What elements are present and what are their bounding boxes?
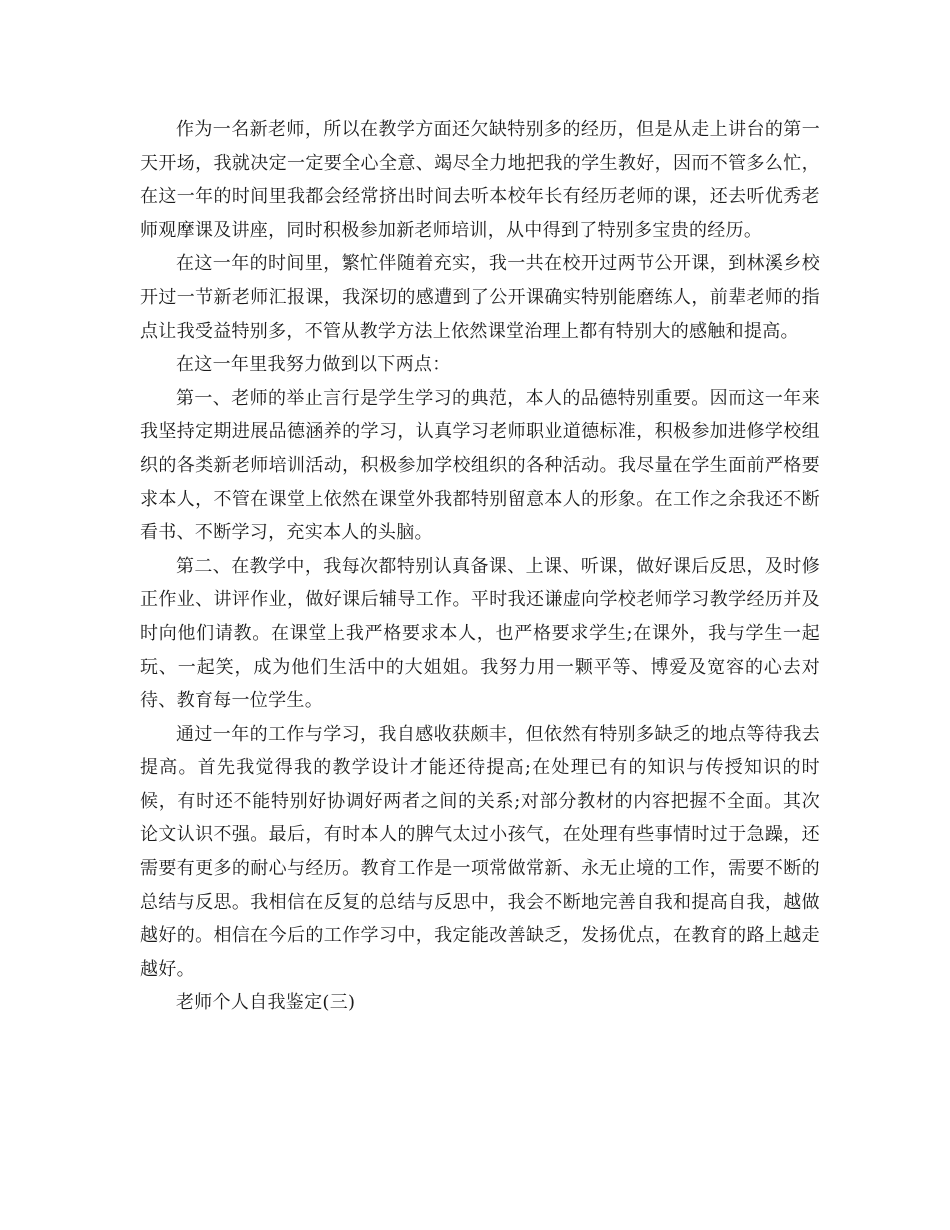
paragraph-point-one: 第一、老师的举止言行是学生学习的典范，本人的品德特别重要。因而这一年来我坚持定期进展品德涵养的学习，认真学习老师职业道德标准，积极参加进修学校组织的各类新老师培训活动，积极参加学校组织的各种活动。我尽量在学生面前严格要求本人，不管在课堂上依然在课堂外我都特别留意本人的形象。在工作之余我还不断看书、不断学习，充实本人的头脑。 [140,387,820,544]
paragraph-point-two: 第二、在教学中，我每次都特别认真备课、上课、听课，做好课后反思，及时修正作业、讲评作业，做好课后辅导工作。平时我还谦虚向学校老师学习教学经历并及时向他们请教。在课堂上我严格要求本人，也严格要求学生;在课外，我与学生一起玩、一起笑，成为他们生活中的大姐姐。我努力用一颗平等、博爱及宽容的心去对待、教育每一位学生。 [140,555,820,712]
paragraph-reflection: 通过一年的工作与学习，我自感收获颇丰，但依然有特别多缺乏的地点等待我去提高。首先我觉得我的教学设计才能还待提高;在处理已有的知识与传授知识的时候，有时还不能特别好协调好两者之间的关系;对部分教材的内容把握不全面。其次论文认识不强。最后，有时本人的脾气太过小孩气，在处理有些事情时过于急躁，还需要有更多的耐心与经历。教育工作是一项常做常新、永无止境的工作，需要不断的总结与反思。我相信在反复的总结与反思中，我会不断地完善自我和提高自我，越做越好的。相信在今后的工作学习中，我定能改善缺乏，发扬优点，在教育的路上越走越好。 [140,723,820,980]
document-body [140,113,820,1020]
paragraph-open-classes: 在这一年的时间里，繁忙伴随着充实，我一共在校开过两节公开课，到林溪乡校开过一节新老师汇报课，我深切的感遭到了公开课确实特别能磨练人，前辈老师的指点让我受益特别多，不管从教学方法上依然课堂治理上都有特别大的感触和提高。 [140,253,820,342]
paragraph-teaching-experience: 作为一名新老师，所以在教学方面还欠缺特别多的经历，但是从走上讲台的第一天开场，我就决定一定要全心全意、竭尽全力地把我的学生教好，因而不管多么忙，在这一年的时间里我都会经常挤出时间去听本校年长有经历老师的课，还去听优秀老师观摩课及讲座，同时积极参加新老师培训，从中得到了特别多宝贵的经历。 [140,119,820,241]
section-heading: 老师个人自我鉴定(三) [176,992,356,1014]
paragraph-two-points-intro: 在这一年里我努力做到以下两点： [176,354,451,376]
